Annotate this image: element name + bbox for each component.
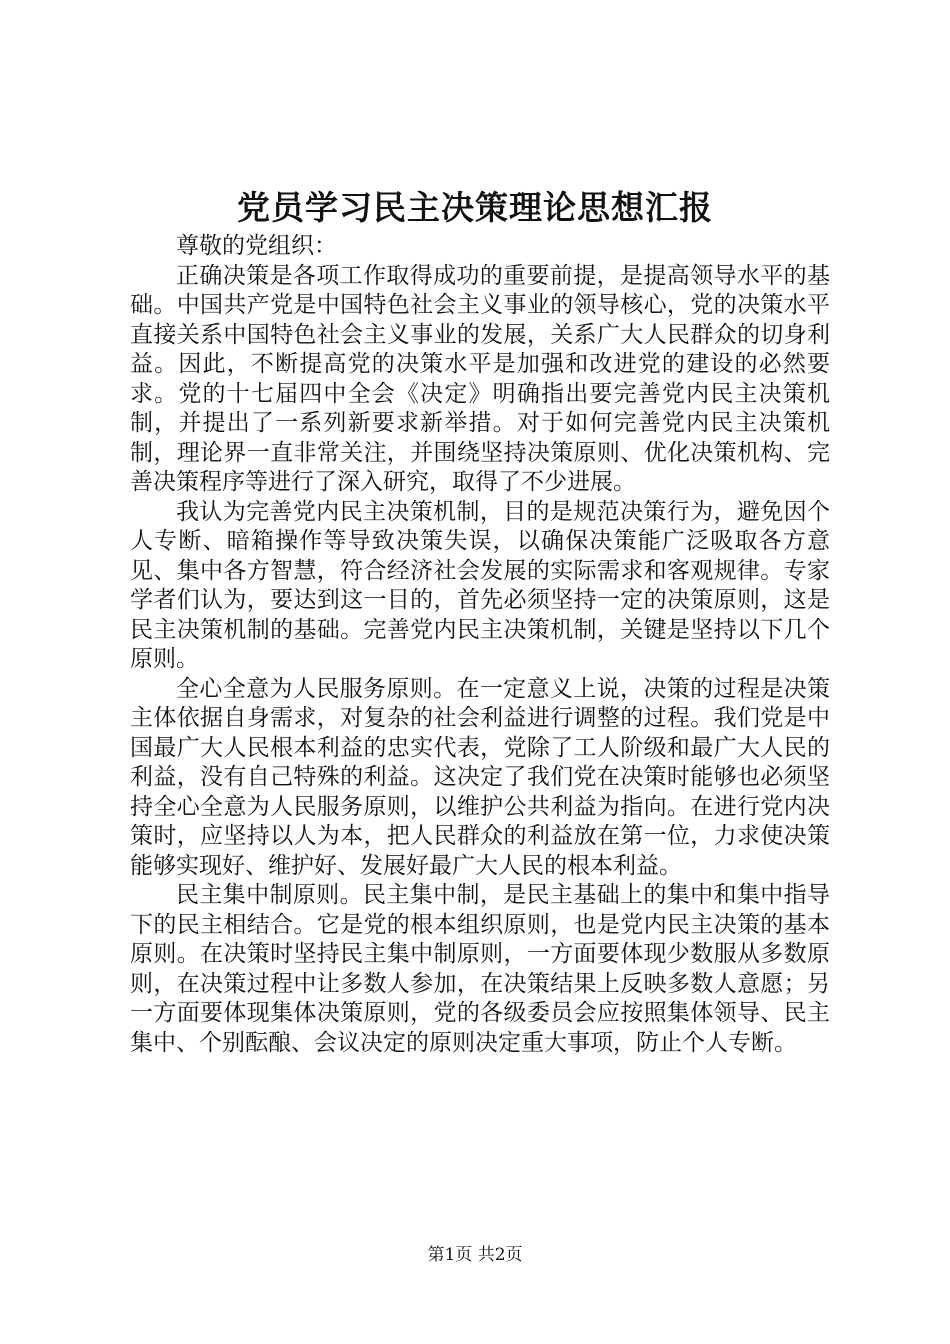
document-body (130, 232, 830, 1058)
paragraph-1: 正确决策是各项工作取得成功的重要前提，是提高领导水平的基础。中国共产党是中国特色社会主义事业的领导核心，党的决策水平直接关系中国特色社会主义事业的发展，关系广大人民群众的切身利益。因此，不断提高党的决策水平是加强和改进党的建设的必然要求。党的十七届四中全会《决定》明确指出要完善党内民主决策机制，并提出了一系列新要求新举措。对于如何完善党内民主决策机制，理论界一直非常关注，并围绕坚持决策原则、优化决策机构、完善决策程序等进行了深入研究，取得了不少进展。 (130, 262, 830, 495)
paragraph-3: 全心全意为人民服务原则。在一定意义上说，决策的过程是决策主体依据自身需求，对复杂的社会利益进行调整的过程。我们党是中国最广大人民根本利益的忠实代表，党除了工人阶级和最广大人民的利益，没有自己特殊的利益。这决定了我们党在决策时能够也必须坚持全心全意为人民服务原则，以维护公共利益为指向。在进行党内决策时，应坚持以人为本，把人民群众的利益放在第一位，力求使决策能够实现好、维护好、发展好最广大人民的根本利益。 (130, 675, 830, 879)
paragraph-2: 我认为完善党内民主决策机制，目的是规范决策行为，避免因个人专断、暗箱操作等导致决策失误，以确保决策能广泛吸取各方意见、集中各方智慧，符合经济社会发展的实际需求和客观规律。专家学者们认为，要达到这一目的，首先必须坚持一定的决策原则，这是民主决策机制的基础。完善党内民主决策机制，关键是坚持以下几个原则。 (130, 498, 830, 672)
salutation: 尊敬的党组织： (176, 233, 337, 259)
page-indicator: 第1页 共2页 (427, 1245, 523, 1265)
document-title: 党员学习民主决策理论思想汇报 (237, 188, 713, 227)
paragraph-4: 民主集中制原则。民主集中制，是民主基础上的集中和集中指导下的民主相结合。它是党的根本组织原则，也是党内民主决策的基本原则。在决策时坚持民主集中制原则，一方面要体现少数服从多数原则，在决策过程中让多数人参加，在决策结果上反映多数人意愿；另一方面要体现集体决策原则，党的各级委员会应按照集体领导、民主集中、个别酝酿、会议决定的原则决定重大事项，防止个人专断。 (130, 882, 830, 1056)
